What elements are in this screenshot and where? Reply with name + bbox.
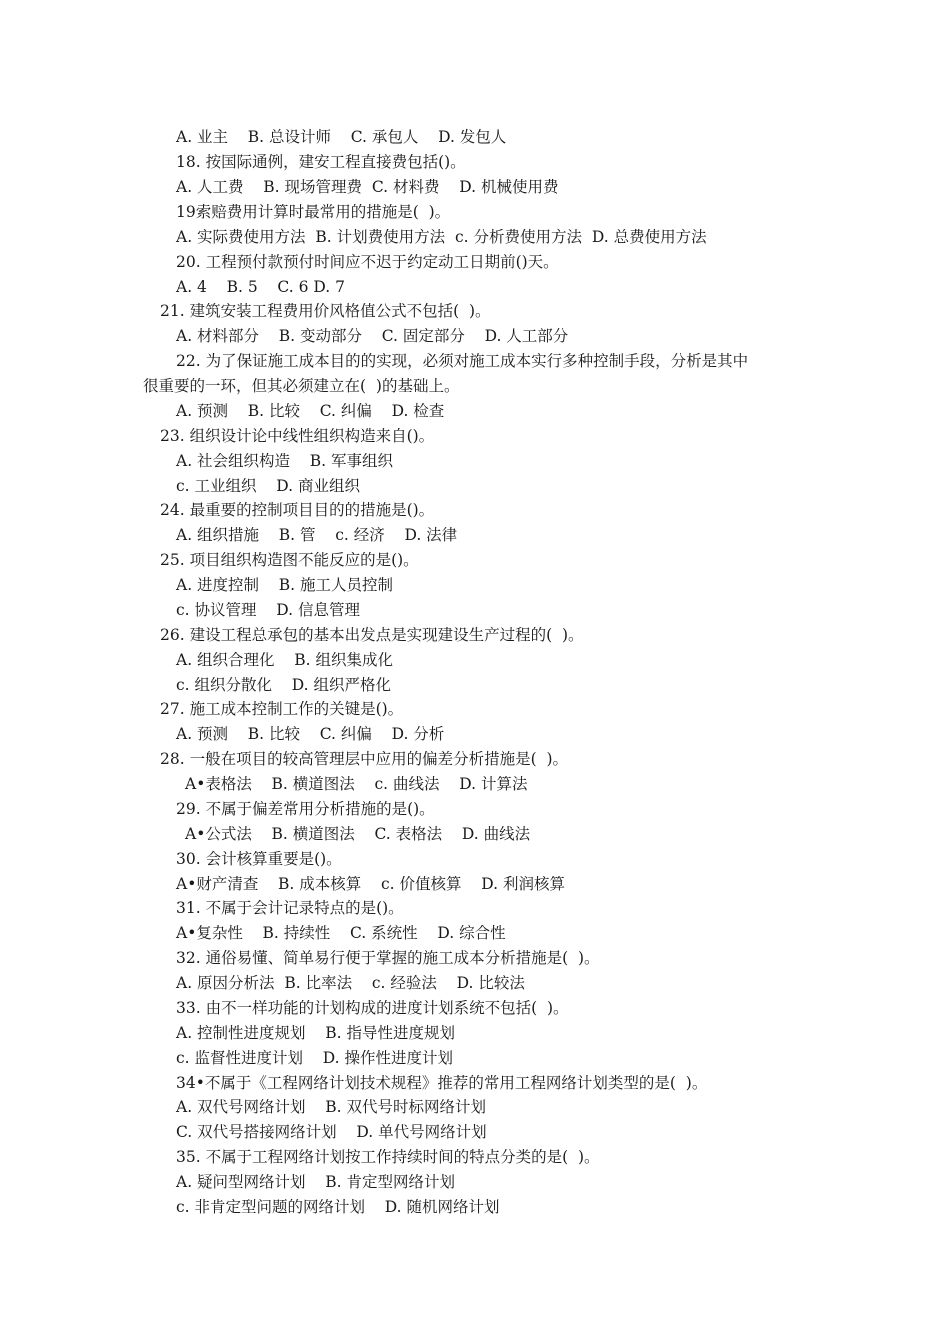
option-line: A•表格法 B. 横道图法 c. 曲线法 D. 计算法 — [185, 775, 528, 793]
option-line: A. 人工费 B. 现场管理费 C. 材料费 D. 机械使用费 — [176, 178, 559, 196]
question-line: 18. 按国际通例，建安工程直接费包括()。 — [176, 153, 466, 171]
question-line-continued: 很重要的一环，但其必须建立在( )的基础上。 — [143, 377, 460, 395]
question-line: 25. 项目组织构造图不能反应的是()。 — [160, 551, 419, 569]
option-line: A. 社会组织构造 B. 军事组织 — [176, 452, 394, 470]
question-line: 23. 组织设计论中线性组织构造来自()。 — [160, 427, 435, 445]
option-line: A. 组织合理化 B. 组织集成化 — [176, 651, 394, 669]
question-line: 24. 最重要的控制项目目的的措施是()。 — [160, 501, 435, 519]
option-line: A. 预测 B. 比较 C. 纠偏 D. 检查 — [176, 402, 445, 420]
option-line: A. 实际费使用方法 B. 计划费使用方法 c. 分析费使用方法 D. 总费使用方法 — [176, 228, 707, 246]
question-line: 26. 建设工程总承包的基本出发点是实现建设生产过程的( )。 — [160, 626, 584, 644]
question-line: 22. 为了保证施工成本目的的实现，必须对施工成本实行多种控制手段，分析是其中 — [176, 352, 749, 370]
question-line: 20. 工程预付款预付时间应不迟于约定动工日期前()天。 — [176, 253, 559, 271]
option-line: c. 非肯定型问题的网络计划 D. 随机网络计划 — [176, 1198, 500, 1216]
option-line: A•公式法 B. 横道图法 C. 表格法 D. 曲线法 — [185, 825, 531, 843]
option-line: A. 业主 B. 总设计师 C. 承包人 D. 发包人 — [176, 128, 507, 146]
question-line: 32. 通俗易懂、简单易行便于掌握的施工成本分析措施是( )。 — [176, 949, 600, 967]
question-line: 29. 不属于偏差常用分析措施的是()。 — [176, 800, 435, 818]
option-line: c. 工业组织 D. 商业组织 — [176, 477, 360, 495]
question-line: 27. 施工成本控制工作的关键是()。 — [160, 700, 404, 718]
question-line: 34•不属于《工程网络计划技术规程》推荐的常用工程网络计划类型的是( )。 — [176, 1074, 708, 1092]
option-line: c. 协议管理 D. 信息管理 — [176, 601, 360, 619]
question-line: 35. 不属于工程网络计划按工作持续时间的特点分类的是( )。 — [176, 1148, 600, 1166]
option-line: A. 进度控制 B. 施工人员控制 — [176, 576, 394, 594]
option-line: A. 原因分析法 B. 比率法 c. 经验法 D. 比较法 — [176, 974, 525, 992]
option-line: A•财产清查 B. 成本核算 c. 价值核算 D. 利润核算 — [176, 875, 565, 893]
option-line: A. 组织措施 B. 管 c. 经济 D. 法律 — [176, 526, 458, 544]
question-line: 19索赔费用计算时最常用的措施是( )。 — [176, 203, 451, 221]
option-line: c. 组织分散化 D. 组织严格化 — [176, 676, 391, 694]
option-line: c. 监督性进度计划 D. 操作性进度计划 — [176, 1049, 453, 1067]
question-line: 28. 一般在项目的较高管理层中应用的偏差分析措施是( )。 — [160, 750, 569, 768]
option-line: A•复杂性 B. 持续性 C. 系统性 D. 综合性 — [176, 924, 506, 942]
option-line: C. 双代号搭接网络计划 D. 单代号网络计划 — [176, 1123, 487, 1141]
option-line: A. 材料部分 B. 变动部分 C. 固定部分 D. 人工部分 — [176, 327, 569, 345]
question-line: 30. 会计核算重要是()。 — [176, 850, 342, 868]
option-line: A. 控制性进度规划 B. 指导性进度规划 — [176, 1024, 456, 1042]
option-line: A. 双代号网络计划 B. 双代号时标网络计划 — [176, 1098, 487, 1116]
option-line: A. 疑问型网络计划 B. 肯定型网络计划 — [176, 1173, 456, 1191]
question-line: 31. 不属于会计记录特点的是()。 — [176, 899, 404, 917]
option-line: A. 4 B. 5 C. 6 D. 7 — [176, 278, 345, 296]
question-line: 33. 由不一样功能的计划构成的进度计划系统不包括( )。 — [176, 999, 569, 1017]
option-line: A. 预测 B. 比较 C. 纠偏 D. 分析 — [176, 725, 445, 743]
question-line: 21. 建筑安装工程费用价风格值公式不包括( )。 — [160, 302, 491, 320]
